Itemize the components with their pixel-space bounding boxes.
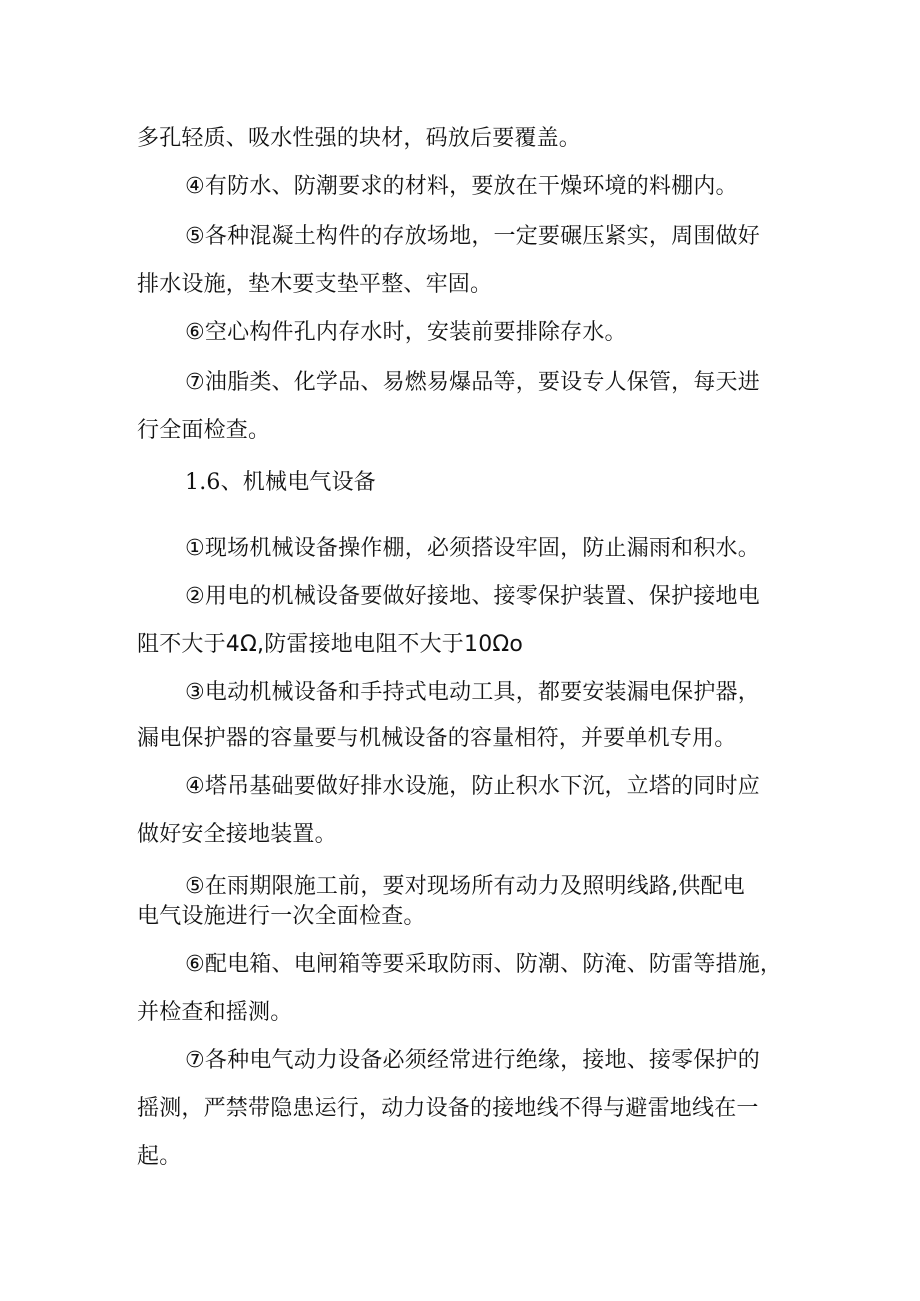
text-line: ⑦各种电气动力设备必须经常进行绝缘，接地、接零保护的 <box>185 1048 760 1073</box>
text-line: ②用电的机械设备要做好接地、接零保护装置、保护接地电 <box>185 584 760 609</box>
text-line: 行全面检查。 <box>137 418 271 443</box>
text-line: 多孔轻质、吸水性强的块材，码放后要覆盖。 <box>137 126 582 151</box>
section-heading: 1.6、机械电气设备 <box>185 470 376 495</box>
text-line: ⑥配电箱、电闸箱等要采取防雨、防潮、防淹、防雷等措施， <box>185 952 783 977</box>
text-line: 摇测，严禁带隐患运行，动力设备的接地线不得与避雷地线在一 <box>137 1096 759 1121</box>
text-line: 起。 <box>137 1144 182 1169</box>
text-line: 漏电保护器的容量要与机械设备的容量相符，并要单机专用。 <box>137 726 737 751</box>
text-line: 电气设施进行一次全面检查。 <box>137 904 426 929</box>
text-line: 并检查和摇测。 <box>137 1000 293 1025</box>
text-line: ④有防水、防潮要求的材料，要放在干燥环境的料棚内。 <box>185 174 738 199</box>
text-line: ③电动机械设备和手持式电动工具，都要安装漏电保护器， <box>185 680 760 705</box>
text-line: ⑥空心构件孔内存水时，安装前要排除存水。 <box>185 320 627 345</box>
text-line: ⑤在雨期限施工前，要对现场所有动力及照明线路,供配电 <box>185 874 745 899</box>
text-line: ⑤各种混凝土构件的存放场地，一定要碾压紧实，周围做好 <box>185 224 760 249</box>
text-line: ④塔吊基础要做好排水设施，防止积水下沉，立塔的同时应 <box>185 774 760 799</box>
text-line: ⑦油脂类、化学品、易燃易爆品等，要设专人保管，每天进 <box>185 370 760 395</box>
text-line: ①现场机械设备操作棚，必须搭设牢固，防止漏雨和积水。 <box>185 536 760 561</box>
text-line: 阻不大于4Ω,防雷接地电阻不大于10Ωo <box>137 632 524 657</box>
text-line: 做好安全接地装置。 <box>137 822 337 847</box>
text-line: 排水设施，垫木要支垫平整、牢固。 <box>137 272 493 297</box>
